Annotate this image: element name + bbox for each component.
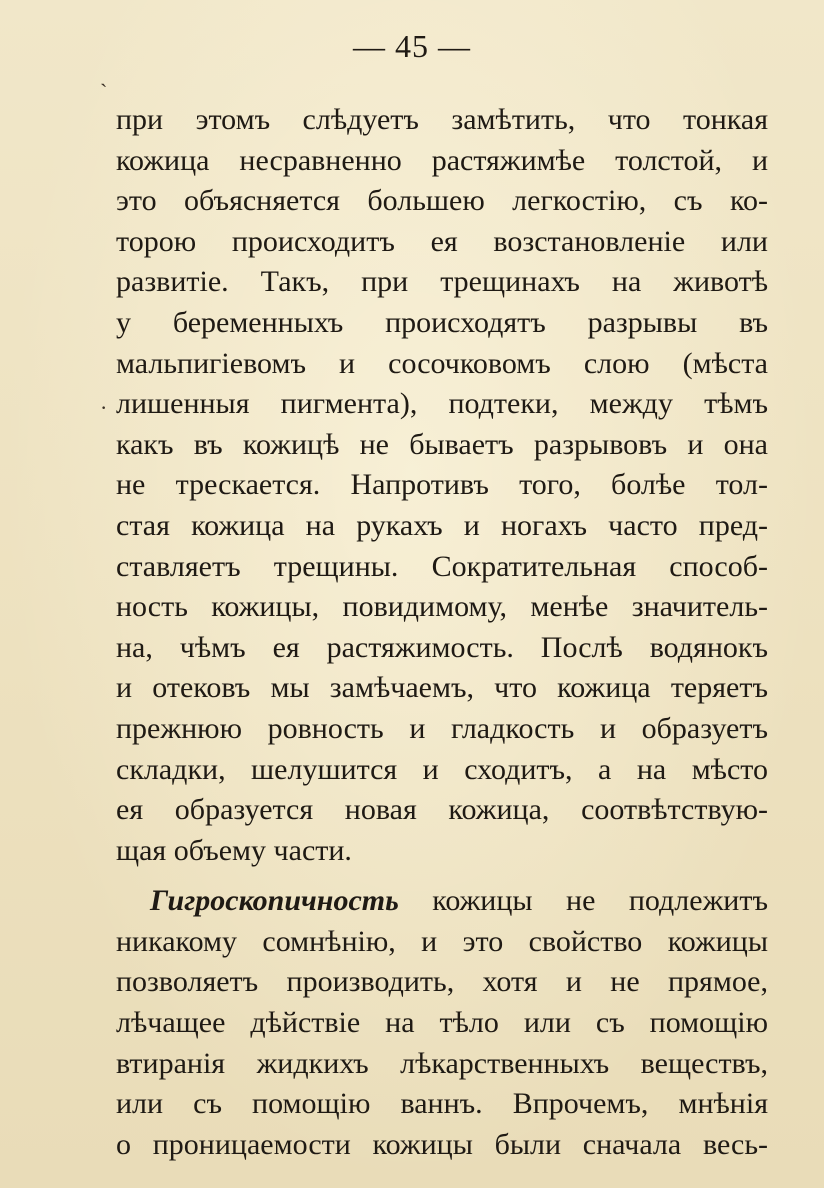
- text-line: втиранія жидкихъ лѣкарственныхъ веществъ,: [116, 1046, 768, 1080]
- paragraph-first-line: [116, 881, 768, 922]
- margin-mark-top: ˎ: [100, 62, 108, 87]
- margin-mark-left: ·: [100, 395, 108, 420]
- text-line: ея образуется новая кожица, соотвѣтствую-: [116, 793, 768, 827]
- text-line: о проницаемости кожицы были сначала весь-: [116, 1127, 768, 1161]
- text-line: щая объему части.: [116, 833, 352, 867]
- body-text: [116, 100, 768, 1165]
- text-line: развитіе. Такъ, при трещинахъ на животѣ: [116, 265, 768, 299]
- text-line: у беременныхъ происходятъ разрывы въ: [116, 305, 768, 339]
- text-line: никакому сомнѣнію, и это свойство кожицы: [116, 924, 768, 958]
- text-line: на, чѣмъ ея растяжимость. Послѣ водянокъ: [116, 630, 768, 664]
- text-line: не трескается. Напротивъ того, болѣе тол-: [116, 468, 768, 502]
- text-line: при этомъ слѣдуетъ замѣтить, что тонкая: [116, 103, 768, 136]
- text-line: стая кожица на рукахъ и ногахъ часто пред-: [116, 508, 768, 542]
- text-fragment: кожицы не подлежитъ: [398, 884, 768, 918]
- page-number: — 45 —: [353, 28, 471, 64]
- text-line: кожица несравненно растяжимѣе толстой, и: [116, 143, 768, 177]
- text-line: позволяетъ производить, хотя и не прямое,: [116, 965, 768, 999]
- text-line: прежнюю ровность и гладкость и образуетъ: [116, 711, 768, 745]
- text-line: какъ въ кожицѣ не бываетъ разрывовъ и она: [116, 427, 768, 461]
- text-line: лѣчащее дѣйствіе на тѣло или съ помощію: [116, 1006, 768, 1040]
- text-line: ставляетъ трещины. Сократительная способ-: [116, 549, 768, 583]
- text-line: это объясняется большею легкостію, съ ко-: [116, 184, 768, 218]
- text-line: или съ помощію ваннъ. Впрочемъ, мнѣнія: [116, 1087, 768, 1121]
- text-line: мальпигіевомъ и сосочковомъ слою (мѣста: [116, 346, 768, 380]
- term-gigroskopichnost: Гигроскопичность: [150, 884, 399, 918]
- text-line: складки, шелушится и сходитъ, а на мѣсто: [116, 752, 768, 786]
- paragraph-gap: [116, 871, 768, 881]
- text-line: ность кожицы, повидимому, менѣе значитель-: [116, 590, 768, 624]
- text-line: и отековъ мы замѣчаемъ, что кожица теряетъ: [116, 671, 768, 705]
- text-line: лишенныя пигмента), подтеки, между тѣмъ: [116, 387, 768, 421]
- text-line: торою происходитъ ея возстановленіе или: [116, 224, 768, 258]
